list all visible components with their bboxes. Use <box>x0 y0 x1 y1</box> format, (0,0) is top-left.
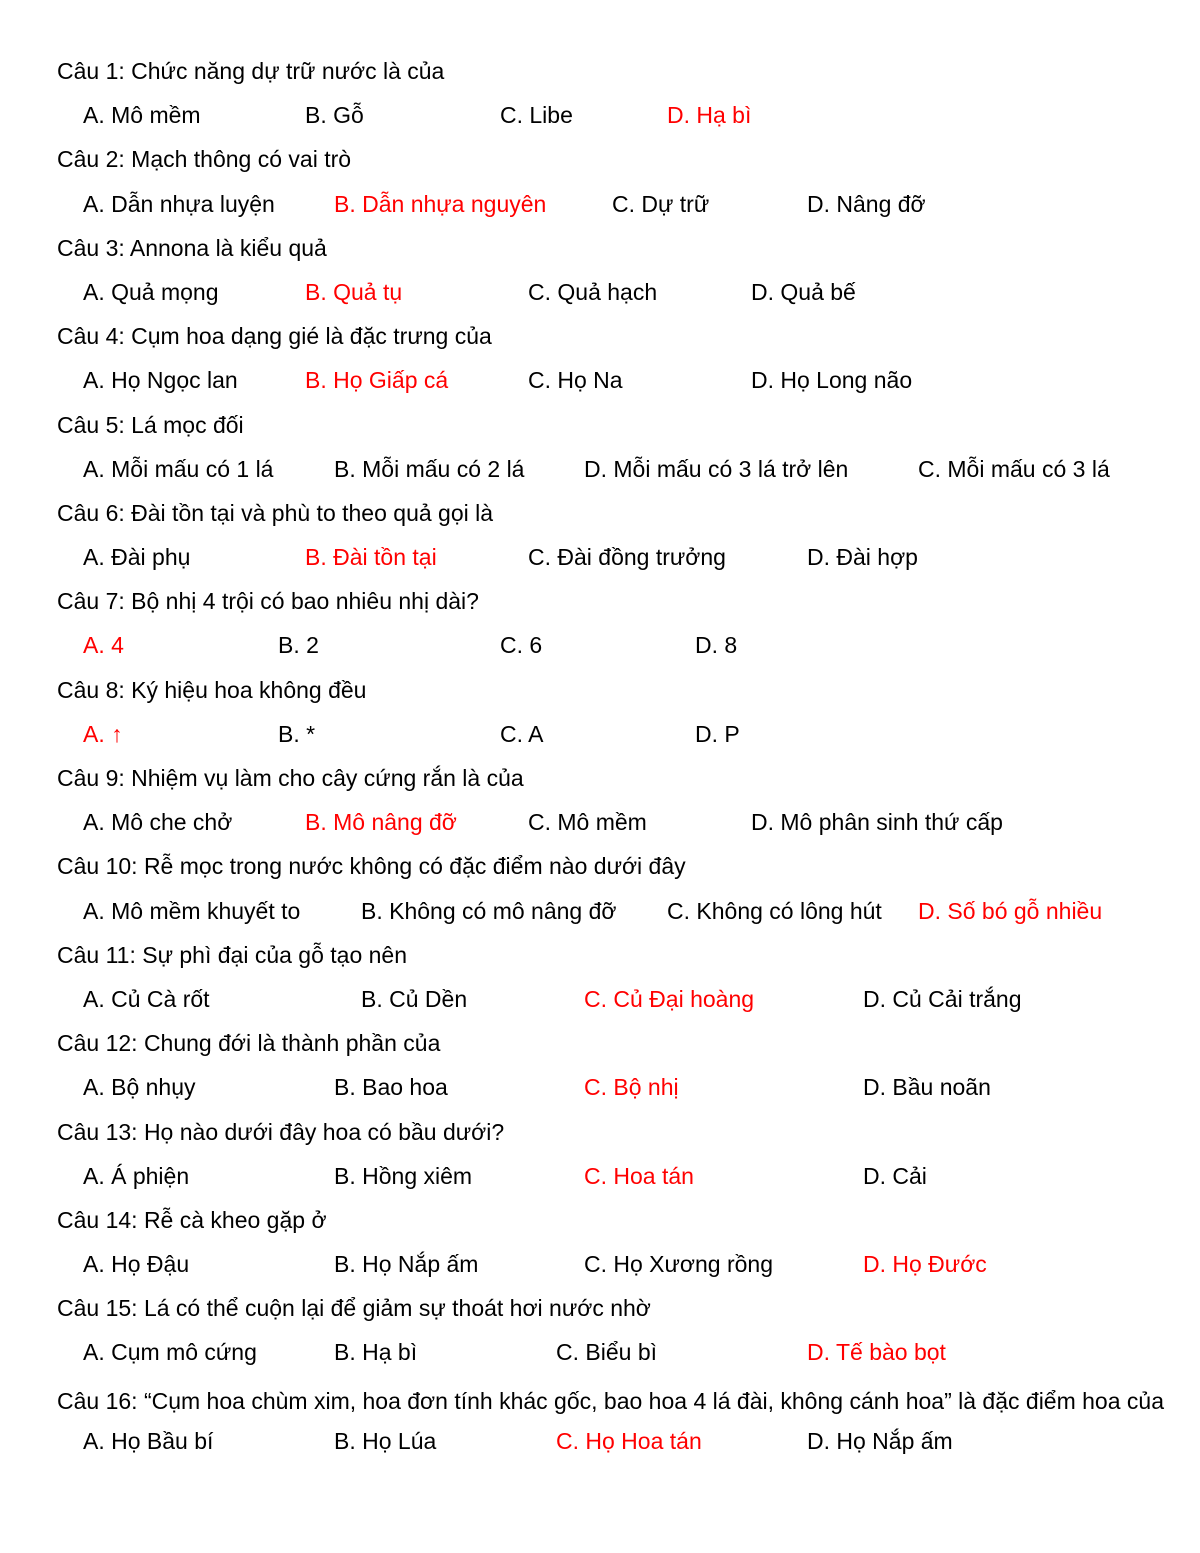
option-3-c: C. Quả hạch <box>528 278 658 305</box>
option-13-a: A. Á phiện <box>83 1162 190 1189</box>
options-1 <box>57 97 1167 141</box>
option-2-d: D. Nâng đỡ <box>807 190 926 217</box>
question-11: Câu 11: Sự phì đại của gỗ tạo nên <box>57 941 407 968</box>
option-10-d: D. Số bó gỗ nhiều <box>918 897 1103 924</box>
option-15-b: B. Hạ bì <box>334 1339 418 1366</box>
option-1-a: A. Mô mềm <box>83 102 201 129</box>
option-2-b: B. Dẫn nhựa nguyên <box>334 190 547 217</box>
option-1-b: B. Gỗ <box>305 102 364 129</box>
question-14: Câu 14: Rễ cà kheo gặp ở <box>57 1206 327 1233</box>
option-15-a: A. Cụm mô cứng <box>83 1339 257 1366</box>
option-11-c: C. Củ Đại hoàng <box>584 985 755 1012</box>
option-5-d: D. Mỗi mấu có 3 lá trở lên <box>584 455 849 482</box>
option-6-d: D. Đài hợp <box>807 544 918 571</box>
option-10-c: C. Không có lông hút <box>667 897 882 924</box>
question-4: Câu 4: Cụm hoa dạng gié là đặc trưng của <box>57 323 492 350</box>
option-2-a: A. Dẫn nhựa luyện <box>83 190 275 217</box>
option-13-c: C. Hoa tán <box>584 1162 694 1189</box>
option-9-c: C. Mô mềm <box>528 809 647 836</box>
option-14-c: C. Họ Xương rồng <box>584 1251 774 1278</box>
option-7-c: C. 6 <box>500 632 543 659</box>
option-3-d: D. Quả bế <box>751 278 856 305</box>
option-8-c: C. A <box>500 720 544 747</box>
question-8: Câu 8: Ký hiệu hoa không đều <box>57 676 367 703</box>
question-3: Câu 3: Annona là kiểu quả <box>57 234 327 261</box>
options-16 <box>57 1423 1167 1467</box>
options-9 <box>57 804 1167 848</box>
options-10 <box>57 893 1167 937</box>
option-6-a: A. Đài phụ <box>83 544 191 571</box>
question-7: Câu 7: Bộ nhị 4 trội có bao nhiêu nhị dài? <box>57 588 479 615</box>
option-7-a: A. 4 <box>83 632 124 659</box>
option-2-c: C. Dự trữ <box>612 190 710 217</box>
option-8-b: B. * <box>278 720 316 747</box>
option-4-d: D. Họ Long não <box>751 367 913 394</box>
option-8-d: D. P <box>695 720 740 747</box>
options-12 <box>57 1069 1167 1113</box>
option-9-d: D. Mô phân sinh thứ cấp <box>751 809 1003 836</box>
option-3-b: B. Quả tụ <box>305 278 403 305</box>
option-7-b: B. 2 <box>278 632 319 659</box>
options-14 <box>57 1246 1167 1290</box>
option-13-b: B. Hồng xiêm <box>334 1162 473 1189</box>
option-15-d: D. Tế bào bọt <box>807 1339 946 1366</box>
option-4-a: A. Họ Ngọc lan <box>83 367 238 394</box>
option-10-a: A. Mô mềm khuyết to <box>83 897 301 924</box>
option-10-b: B. Không có mô nâng đỡ <box>361 897 617 924</box>
option-7-d: D. 8 <box>695 632 738 659</box>
options-15 <box>57 1334 1167 1378</box>
option-9-a: A. Mô che chở <box>83 809 233 836</box>
option-11-a: A. Củ Cà rốt <box>83 985 210 1012</box>
option-12-a: A. Bộ nhụy <box>83 1074 196 1101</box>
option-15-c: C. Biểu bì <box>556 1339 657 1366</box>
options-6 <box>57 539 1167 583</box>
options-2 <box>57 186 1167 230</box>
option-4-c: C. Họ Na <box>528 367 623 394</box>
question-12: Câu 12: Chung đới là thành phần của <box>57 1030 441 1057</box>
option-12-d: D. Bầu noãn <box>863 1074 991 1101</box>
question-2: Câu 2: Mạch thông có vai trò <box>57 146 352 173</box>
option-16-d: D. Họ Nắp ấm <box>807 1427 953 1454</box>
options-8 <box>57 716 1167 760</box>
question-15: Câu 15: Lá có thể cuộn lại để giảm sự thoát hơi nước nhờ <box>57 1295 651 1322</box>
option-3-a: A. Quả mọng <box>83 278 219 305</box>
question-10: Câu 10: Rễ mọc trong nước không có đặc điểm nào dưới đây <box>57 853 686 880</box>
question-5: Câu 5: Lá mọc đối <box>57 411 244 438</box>
question-1: Câu 1: Chức năng dự trữ nước là của <box>57 58 445 84</box>
options-7 <box>57 627 1167 671</box>
option-1-c: C. Libe <box>500 102 573 129</box>
option-6-c: C. Đài đồng trưởng <box>528 544 726 571</box>
options-4 <box>57 362 1167 406</box>
option-4-b: B. Họ Giấp cá <box>305 367 449 394</box>
quiz-document <box>57 53 1167 1467</box>
option-16-b: B. Họ Lúa <box>334 1427 437 1454</box>
option-6-b: B. Đài tồn tại <box>305 544 437 571</box>
question-9: Câu 9: Nhiệm vụ làm cho cây cứng rắn là của <box>57 765 524 791</box>
question-13: Câu 13: Họ nào dưới đây hoa có bầu dưới? <box>57 1118 505 1145</box>
option-14-b: B. Họ Nắp ấm <box>334 1251 479 1278</box>
option-5-b: B. Mỗi mấu có 2 lá <box>334 455 525 482</box>
question-6: Câu 6: Đài tồn tại và phù to theo quả gọi là <box>57 499 494 526</box>
option-5-a: A. Mỗi mấu có 1 lá <box>83 455 274 482</box>
option-1-d: D. Hạ bì <box>667 102 752 129</box>
options-13 <box>57 1158 1167 1202</box>
option-11-b: B. Củ Dền <box>361 985 468 1012</box>
question-16: Câu 16: “Cụm hoa chùm xim, hoa đơn tính khác gốc, bao hoa 4 lá đài, không cánh hoa” là đặc điểm hoa của <box>57 1387 1164 1414</box>
option-16-c: C. Họ Hoa tán <box>556 1427 702 1454</box>
option-12-b: B. Bao hoa <box>334 1074 448 1101</box>
options-11 <box>57 981 1167 1025</box>
options-5 <box>57 451 1167 495</box>
option-14-a: A. Họ Đậu <box>83 1251 190 1278</box>
option-11-d: D. Củ Cải trắng <box>863 985 1022 1012</box>
option-5-c: C. Mỗi mấu có 3 lá <box>918 455 1110 482</box>
options-3 <box>57 274 1167 318</box>
option-16-a: A. Họ Bầu bí <box>83 1427 214 1454</box>
option-8-a: A. ↑ <box>83 720 123 747</box>
option-9-b: B. Mô nâng đỡ <box>305 809 457 836</box>
option-13-d: D. Cải <box>863 1162 927 1189</box>
option-14-d: D. Họ Đước <box>863 1251 987 1278</box>
option-12-c: C. Bộ nhị <box>584 1074 679 1101</box>
